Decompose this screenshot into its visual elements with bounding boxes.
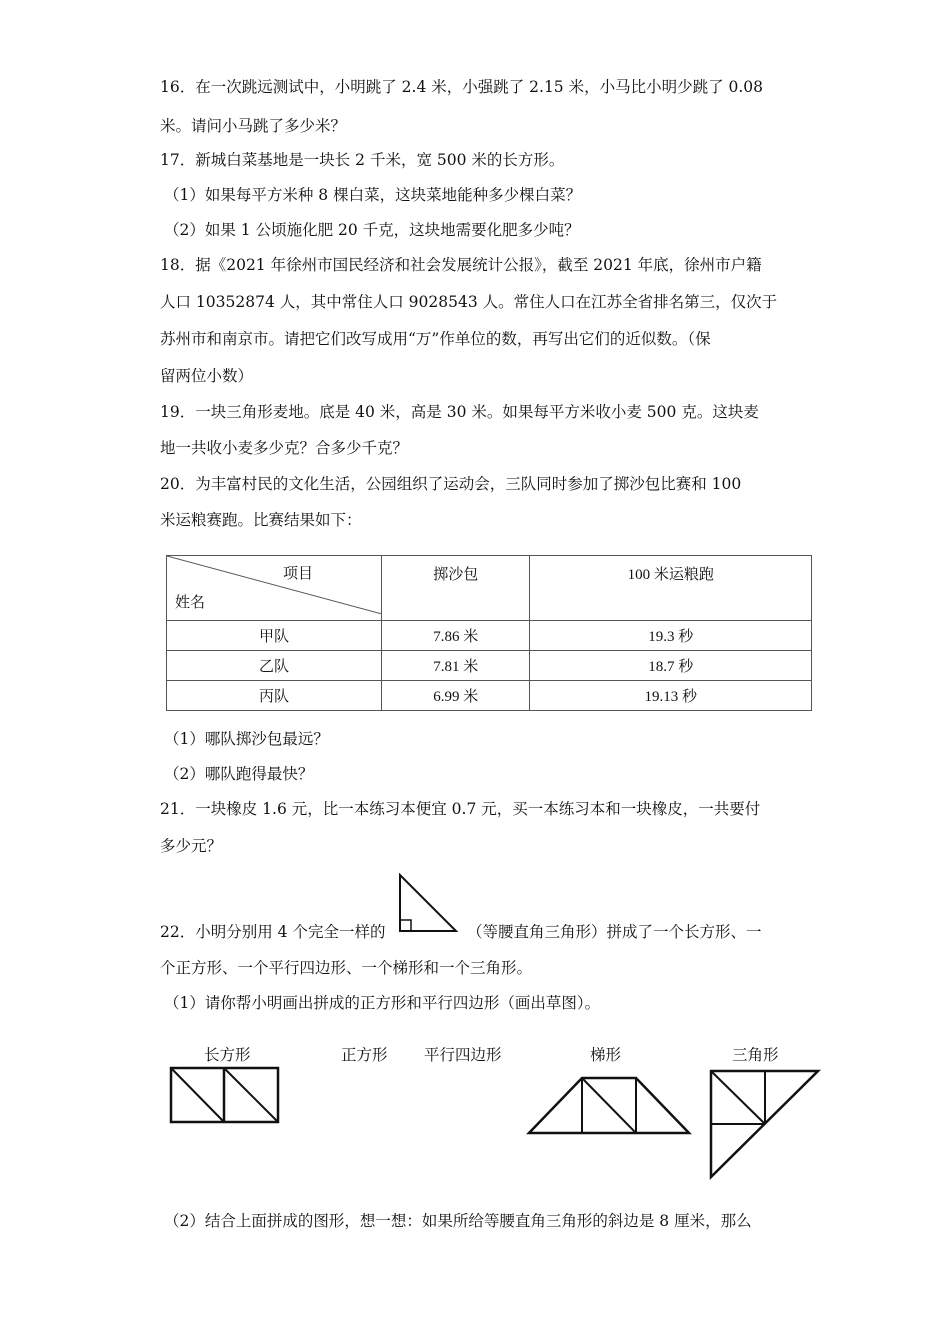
q20-line2: 米运粮赛跑。比赛结果如下： — [160, 511, 362, 529]
q18-line2: 人口 10352874 人，其中常住人口 9028543 人。常住人口在江苏全省排名第三，仅次于 — [160, 293, 778, 311]
header-throw: 掷沙包 — [382, 556, 530, 621]
q16-line1: 16．在一次跳远测试中，小明跳了 2.4 米，小强跳了 2.15 米，小马比小明少跳了 0.08 — [160, 78, 764, 96]
trapezoid-figure — [526, 1075, 692, 1137]
table-header-row — [167, 556, 812, 621]
triangle-label: 三角形 — [732, 1046, 779, 1064]
q16-line2: 米。请问小马跳了多少米？ — [160, 117, 347, 135]
triangle-figure — [708, 1068, 822, 1180]
corner-bottom-label: 姓名 — [175, 595, 206, 611]
q22-sub1: （1）请你帮小明画出拼成的正方形和平行四边形（画出草图）。 — [164, 994, 601, 1012]
q19-line2: 地一共收小麦多少克？合多少千克？ — [160, 439, 409, 457]
table-row — [167, 651, 812, 681]
q22-sub2: （2）结合上面拼成的图形，想一想：如果所给等腰直角三角形的斜边是 8 厘米，那么 — [164, 1212, 752, 1230]
q17-sub2: （2）如果 1 公顷施化肥 20 千克，这块地需要化肥多少吨？ — [164, 221, 580, 239]
q22-line1-pre: 22．小明分别用 4 个完全一样的 — [160, 923, 386, 941]
q20-line1: 20．为丰富村民的文化生活，公园组织了运动会，三队同时参加了掷沙包比赛和 100 — [160, 475, 742, 493]
q21-line1: 21．一块橡皮 1.6 元，比一本练习本便宜 0.7 元，买一本练习本和一块橡皮，一共要付 — [160, 800, 761, 818]
header-run: 100 米运粮跑 — [530, 556, 812, 621]
team-cell: 丙队 — [167, 681, 382, 711]
q18-line3: 苏州市和南京市。请把它们改写成用“万”作单位的数，再写出它们的近似数。（保 — [160, 330, 711, 348]
q20-sub2: （2）哪队跑得最快？ — [164, 765, 314, 783]
throw-cell: 6.99 米 — [382, 681, 530, 711]
rectangle-label: 长方形 — [204, 1046, 251, 1064]
table-row — [167, 621, 812, 651]
team-cell: 甲队 — [167, 621, 382, 651]
square-label: 正方形 — [341, 1046, 388, 1064]
q22-line1-post: （等腰直角三角形）拼成了一个长方形、一 — [467, 923, 762, 941]
corner-top-label: 项目 — [283, 566, 314, 582]
q18-line4: 留两位小数） — [160, 367, 254, 385]
q19-line1: 19．一块三角形麦地。底是 40 米，高是 30 米。如果每平方米收小麦 500 克。这块麦 — [160, 403, 759, 421]
throw-cell: 7.86 米 — [382, 621, 530, 651]
trapezoid-label: 梯形 — [590, 1046, 622, 1064]
results-table — [166, 555, 812, 711]
parallelogram-label: 平行四边形 — [424, 1046, 502, 1064]
throw-cell: 7.81 米 — [382, 651, 530, 681]
q21-line2: 多少元？ — [160, 837, 223, 855]
team-cell: 乙队 — [167, 651, 382, 681]
q17-sub1: （1）如果每平方米种 8 棵白菜，这块菜地能种多少棵白菜？ — [164, 186, 582, 204]
run-cell: 19.3 秒 — [530, 621, 812, 651]
q20-sub1: （1）哪队掷沙包最远？ — [164, 730, 329, 748]
q17-line1: 17．新城白菜基地是一块长 2 千米，宽 500 米的长方形。 — [160, 151, 565, 169]
run-cell: 19.13 秒 — [530, 681, 812, 711]
isosceles-right-triangle-figure — [398, 873, 460, 933]
q18-line1: 18．据《2021 年徐州市国民经济和社会发展统计公报》，截至 2021 年底，徐州市户籍 — [160, 256, 762, 274]
table-corner-cell — [167, 556, 382, 621]
q22-line2: 个正方形、一个平行四边形、一个梯形和一个三角形。 — [160, 959, 533, 977]
rectangle-figure — [168, 1065, 282, 1125]
table-row — [167, 681, 812, 711]
run-cell: 18.7 秒 — [530, 651, 812, 681]
